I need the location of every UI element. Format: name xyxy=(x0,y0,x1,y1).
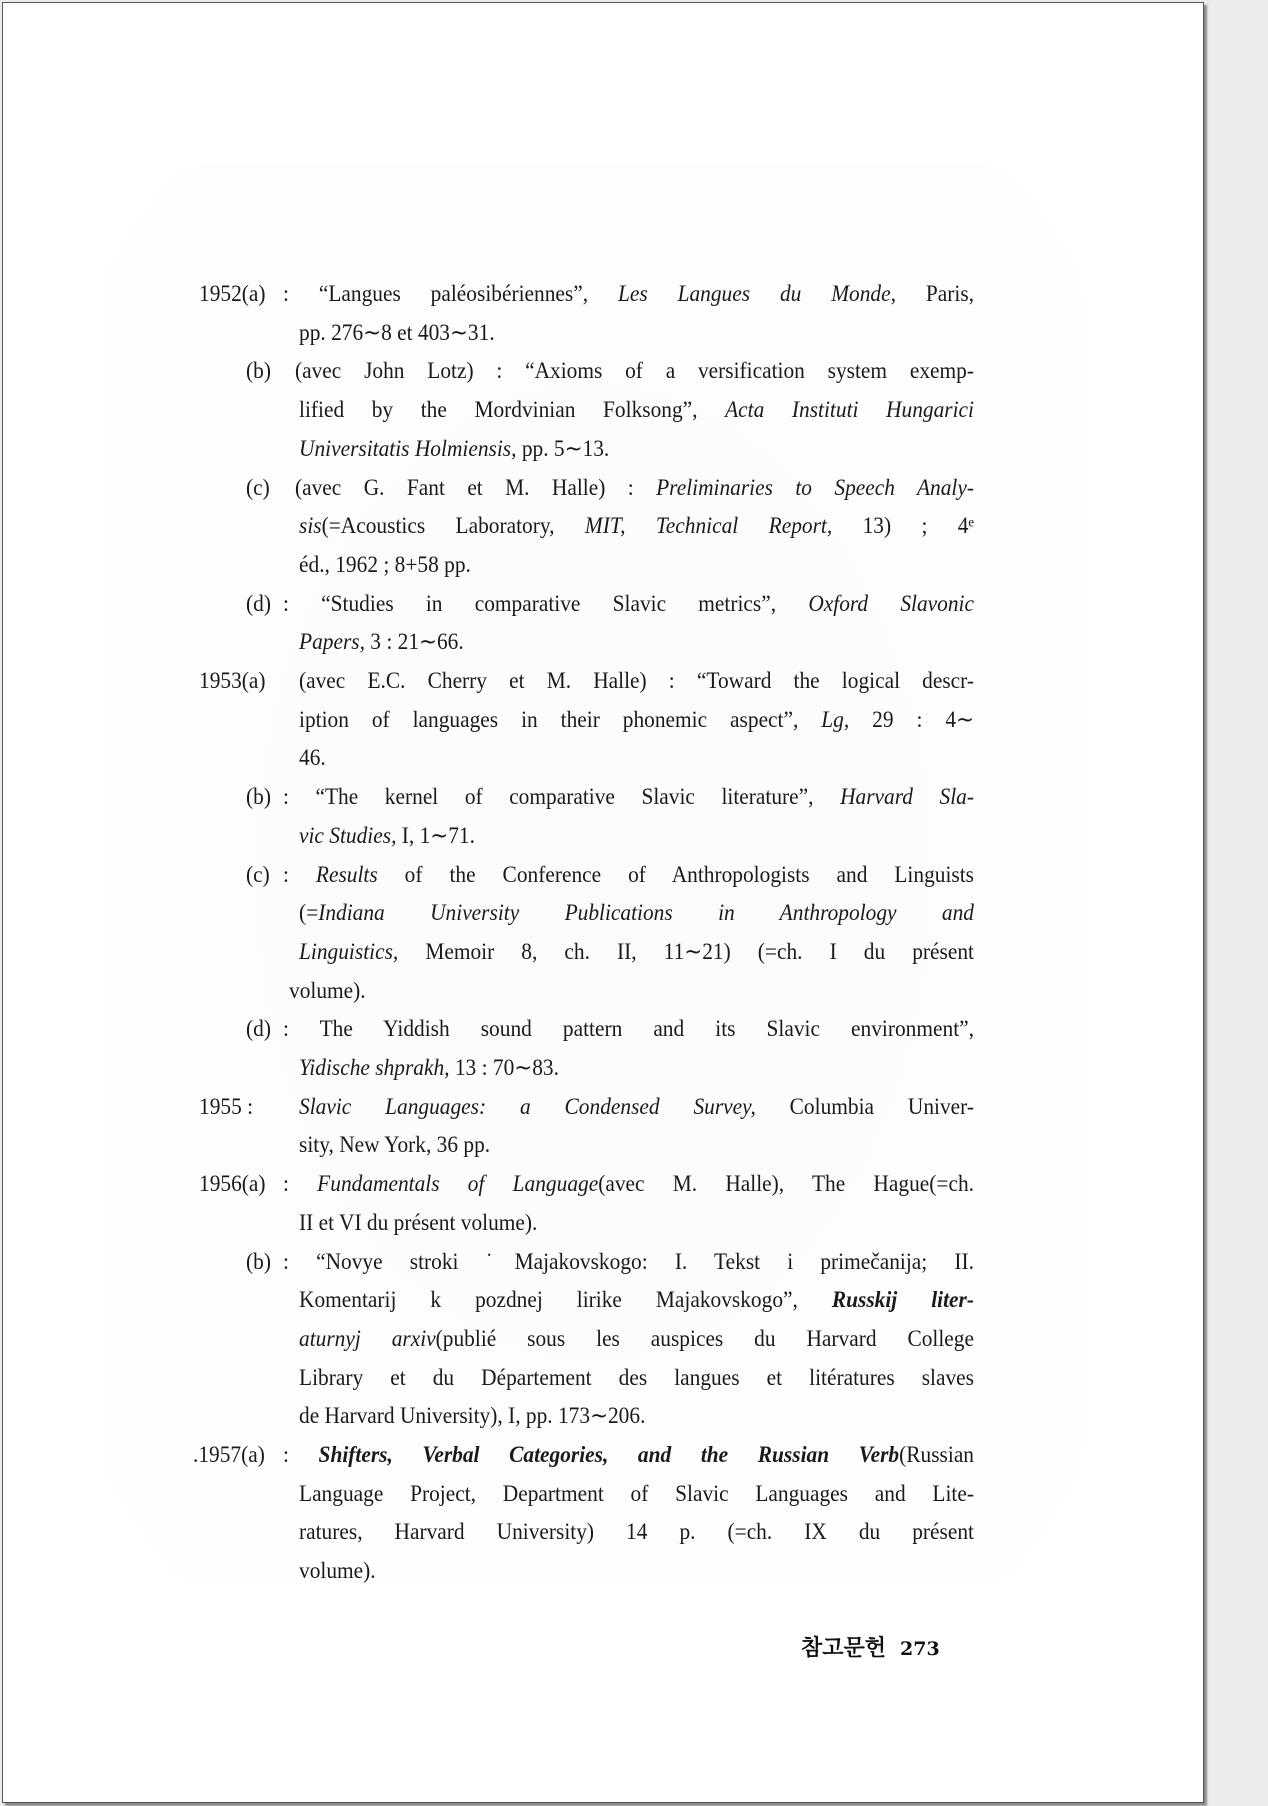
citation-text: Komentarij k pozdnej lirike Majakovskogo”, xyxy=(299,1287,832,1313)
italic-title: aturnyj arxiv xyxy=(299,1325,436,1351)
citation-text: Library et du Département des langues et litératures slaves xyxy=(299,1364,974,1390)
bibliography-line xyxy=(283,279,974,309)
citation-text: 13) ; 4ᵉ xyxy=(832,513,974,539)
citation-text: Columbia Univer- xyxy=(755,1093,974,1119)
entry-label: (b) xyxy=(246,358,271,384)
italic-title: Indiana University Publications in Anthropology and xyxy=(318,900,974,926)
citation-text: : “The kernel of comparative Slavic literature”, xyxy=(283,784,841,810)
citation-text: (Russian xyxy=(899,1442,974,1467)
italic-title: Les Langues du Monde, xyxy=(617,281,896,306)
entry-label: 1953(a) xyxy=(199,668,266,693)
bibliography-line xyxy=(299,434,609,464)
italic-title: Acta Instituti Hungarici xyxy=(725,397,974,423)
bibliography-line xyxy=(299,627,464,657)
entry-label: 1952(a) xyxy=(199,281,266,306)
citation-text: 29 : 4∼ xyxy=(849,706,974,732)
citation-text: : xyxy=(283,861,316,887)
italic-title: Universitatis Holmiensis, xyxy=(299,435,517,461)
entry-label: (c) xyxy=(246,474,270,500)
bibliography-line xyxy=(299,395,974,425)
citation-text: (avec M. Halle), The Hague(=ch. xyxy=(598,1171,974,1197)
citation-text: (avec G. Fant et M. Halle) : xyxy=(295,474,657,500)
citation-text: (avec John Lotz) : “Axioms of a versification system exemp- xyxy=(295,358,974,384)
italic-title: Russkij liter- xyxy=(831,1287,974,1313)
entry-label: 1955 : xyxy=(199,1093,254,1119)
italic-title: Yidische shprakh, xyxy=(299,1055,450,1080)
bibliography-line xyxy=(299,1556,376,1586)
bibliography-line xyxy=(283,860,974,890)
citation-text: éd., 1962 ; 8+58 pp. xyxy=(299,551,471,577)
bibliography-line xyxy=(299,318,495,348)
citation-text: : “Studies in comparative Slavic metrics”, xyxy=(283,590,809,616)
bibliography-line xyxy=(299,1285,974,1315)
citation-text: of the Conference of Anthropologists and Linguists xyxy=(377,861,974,887)
citation-text: ratures, Harvard University) 14 p. (=ch. IX du présent xyxy=(299,1519,974,1545)
citation-text: volume). xyxy=(299,1558,376,1584)
italic-title: Preliminaries to Speech Analy- xyxy=(656,474,974,500)
citation-text: I, 1∼71. xyxy=(396,822,475,848)
citation-text: volume). xyxy=(289,977,366,1003)
citation-text: sity, New York, 36 pp. xyxy=(299,1132,491,1158)
bibliography-line xyxy=(299,705,974,735)
italic-title: MIT, Technical Report, xyxy=(584,513,833,539)
bibliography-line xyxy=(283,1247,974,1277)
bibliography-line xyxy=(299,511,974,541)
bibliography-line xyxy=(299,1401,645,1431)
italic-title: Shifters, Verbal Categories, and the Russian Verb xyxy=(318,1442,900,1467)
entry-label: (d) xyxy=(246,590,271,616)
bibliography-line xyxy=(283,1014,974,1044)
citation-text: 3 : 21∼66. xyxy=(364,629,464,655)
bibliography-line xyxy=(299,1479,974,1509)
citation-text: de Harvard University), I, pp. 173∼206. xyxy=(299,1403,646,1429)
bibliography-line xyxy=(295,473,974,503)
citation-text: 13 : 70∼83. xyxy=(449,1055,559,1080)
italic-title: vic Studies, xyxy=(299,822,397,848)
bibliography-line xyxy=(283,782,974,812)
bibliography-line xyxy=(299,1053,559,1083)
bibliography-line xyxy=(299,666,974,696)
italic-title: Fundamentals of Language xyxy=(317,1171,599,1197)
citation-text: (publié sous les auspices du Harvard College xyxy=(435,1325,974,1351)
italic-title: sis xyxy=(299,513,322,539)
citation-text: Language Project, Department of Slavic Languages and Lite- xyxy=(299,1480,974,1506)
bibliography-line xyxy=(299,937,974,967)
entry-label: .1957(a) xyxy=(193,1442,265,1467)
bibliography-line xyxy=(299,1363,974,1393)
entry-label: (c) xyxy=(246,861,270,887)
citation-text: : xyxy=(283,1442,319,1467)
citation-text: pp. 5∼13. xyxy=(516,435,610,461)
citation-text: (avec E.C. Cherry et M. Halle) : “Toward the logical descr- xyxy=(299,668,974,693)
document-page xyxy=(2,2,1204,1803)
bibliography-line xyxy=(299,1517,974,1547)
italic-title: Results xyxy=(315,861,378,887)
entry-label: (b) xyxy=(246,1248,271,1274)
bibliography-line xyxy=(299,1208,537,1238)
italic-title: Linguistics, xyxy=(299,938,399,964)
citation-text: pp. 276∼8 et 403∼31. xyxy=(299,319,495,345)
citation-text: : The Yiddish sound pattern and its Slavic environment”, xyxy=(283,1016,974,1042)
citation-text: lified by the Mordvinian Folksong”, xyxy=(299,397,726,423)
citation-text: : “Langues paléosibériennes”, xyxy=(283,281,618,306)
italic-title: Papers, xyxy=(299,629,365,655)
italic-title: Harvard Sla- xyxy=(840,784,974,810)
citation-text: 46. xyxy=(299,745,326,771)
bibliography-line xyxy=(299,898,974,928)
citation-text: (=Acoustics Laboratory, xyxy=(321,513,585,539)
entry-label: (d) xyxy=(246,1016,271,1042)
citation-text: : “Novye stroki ˙Majakovskogo: I. Tekst i primečanija; II. xyxy=(283,1248,974,1274)
bibliography-line xyxy=(299,1092,974,1122)
bibliography-line xyxy=(283,589,974,619)
entry-label: (b) xyxy=(246,784,271,810)
entry-label: 1956(a) xyxy=(199,1171,266,1197)
bibliography-line xyxy=(299,550,471,580)
bibliography-line xyxy=(299,743,326,773)
citation-text: Memoir 8, ch. II, 11∼21) (=ch. I du présent xyxy=(398,938,974,964)
bibliography-line xyxy=(299,1324,974,1354)
running-footer-title: 참고문헌 xyxy=(801,1635,887,1661)
citation-text: iption of languages in their phonemic aspect”, xyxy=(299,706,822,732)
citation-text: II et VI du présent volume). xyxy=(299,1209,538,1235)
italic-title: Lg, xyxy=(821,706,850,732)
page-number: 273 xyxy=(900,1638,940,1660)
citation-text: (= xyxy=(299,900,319,926)
bibliography-line xyxy=(283,1440,974,1470)
page-footer xyxy=(801,1631,940,1662)
italic-title: Slavic Languages: a Condensed Survey, xyxy=(299,1093,756,1119)
bibliography-line xyxy=(299,821,475,851)
citation-text: Paris, xyxy=(895,281,974,306)
citation-text: : xyxy=(283,1171,318,1197)
bibliography-line xyxy=(295,356,974,386)
bibliography-line xyxy=(283,1169,974,1199)
italic-title: Oxford Slavonic xyxy=(808,590,974,616)
bibliography-line xyxy=(299,1130,490,1160)
bibliography-line xyxy=(289,976,366,1006)
